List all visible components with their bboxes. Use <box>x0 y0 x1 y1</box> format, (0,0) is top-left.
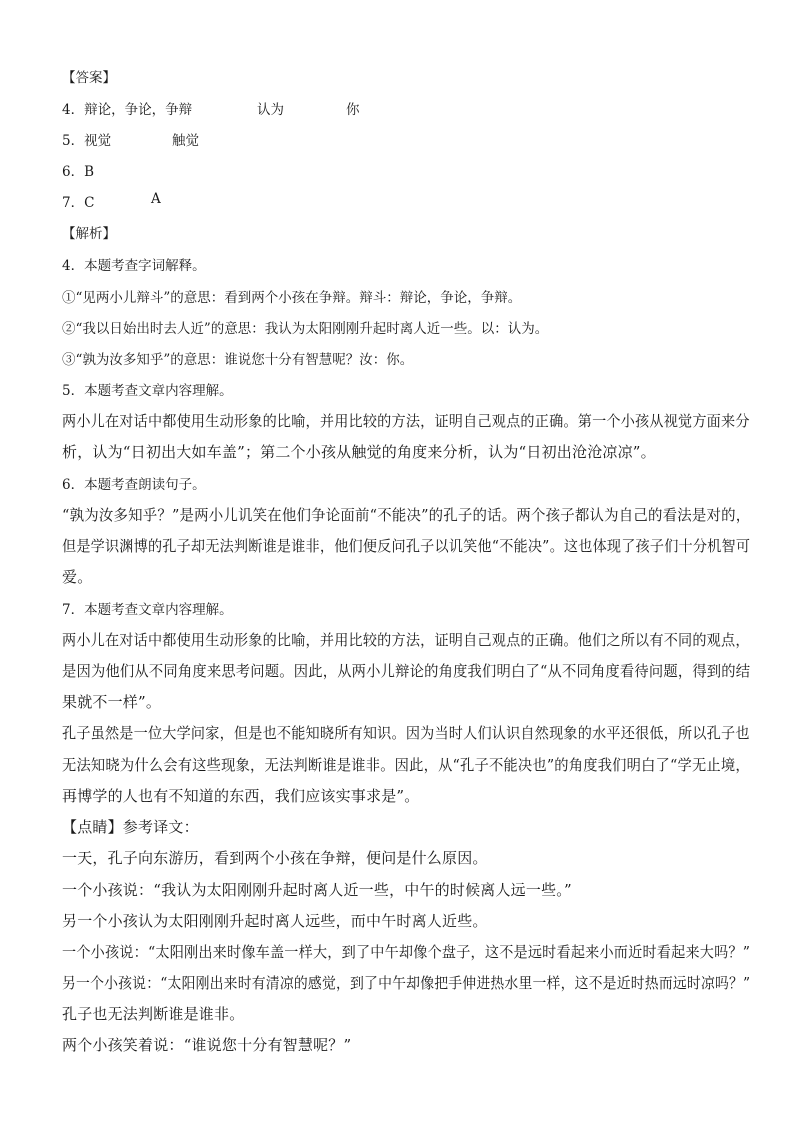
answer-header: 【答案】 <box>62 70 116 86</box>
analysis-q7-para3: 果就不一样”。 <box>62 693 162 711</box>
answer-5b: 触觉 <box>172 133 199 149</box>
tips-header: 【点睛】参考译文： <box>62 818 199 836</box>
analysis-q4-item1: ①“见两小儿辩斗”的意思：看到两个小孩在争辩。辩斗：辩论，争论，争辩。 <box>62 290 522 306</box>
analysis-q4-item2: ②“我以日始出时去人近”的意思：我认为太阳刚刚升起时离人近一些。以：认为。 <box>62 321 549 337</box>
translation-line: 一天，孔子向东游历，看到两个小孩在争辩，便问是什么原因。 <box>62 849 488 867</box>
analysis-q4-title: 4．本题考查字词解释。 <box>62 258 206 274</box>
analysis-q7-para6: 再博学的人也有不知道的东西，我们应该实事求是”。 <box>62 787 420 805</box>
analysis-q6-para1: “孰为汝多知乎？”是两小儿讥笑在他们争论面前“不能决”的孔子的话。两个孩子都认为自己的看法是对的， <box>62 506 751 524</box>
analysis-q6-title: 6．本题考查朗读句子。 <box>62 477 206 493</box>
translation-line: 两个小孩笑着说：“谁说您十分有智慧呢？” <box>62 1036 352 1054</box>
translation-line: 孔子也无法判断谁是谁非。 <box>62 1005 245 1023</box>
translation-line: 一个小孩说：“太阳刚出来时像车盖一样大，到了中午却像个盘子，这不是远时看起来小而近时看起来大吗？” <box>62 943 751 961</box>
analysis-q6-para3: 爱。 <box>62 568 93 586</box>
analysis-q7-para5: 无法知晓为什么会有这些现象，无法判断谁是谁非。因此，从“孔子不能决也”的角度我们明白了“学无止境， <box>62 756 750 774</box>
answer-6: 6．B <box>62 164 95 180</box>
answer-7: 7．C <box>62 195 95 211</box>
analysis-q7-para2: 是因为他们从不同角度来思考问题。因此，从两小儿辩论的角度我们明白了“从不同角度看待问题，得到的结 <box>62 662 751 680</box>
analysis-q7-title: 7．本题考查文章内容理解。 <box>62 602 233 618</box>
analysis-q7-para4: 孔子虽然是一位大学问家，但是也不能知晓所有知识。因为当时人们认识自然现象的水平还很低，所以孔子也 <box>62 724 750 742</box>
translation-line: 一个小孩说：“我认为太阳刚刚升起时离人近一些，中午的时候离人远一些。” <box>62 881 572 899</box>
answer-4c: 你 <box>346 102 360 118</box>
answer-4b: 认为 <box>257 102 284 118</box>
answer-7b: A <box>151 191 161 207</box>
translation-line: 另一个小孩认为太阳刚刚升起时离人远些，而中午时离人近些。 <box>62 912 488 930</box>
analysis-q6-para2: 但是学识渊博的孔子却无法判断谁是谁非，他们便反问孔子以讥笑他“不能决”。这也体现了孩子们十分机智可 <box>62 537 751 555</box>
answer-5: 5．视觉 <box>62 133 112 149</box>
translation-line: 另一个小孩说：“太阳刚出来时有清凉的感觉，到了中午却像把手伸进热水里一样，这不是近时热而远时凉吗？” <box>62 974 751 992</box>
analysis-header: 【解析】 <box>62 226 116 242</box>
answer-4: 4．辩论，争论，争辩 <box>62 102 193 118</box>
analysis-q4-item3: ③“孰为汝多知乎”的意思：谁说您十分有智慧呢？汝：你。 <box>62 352 414 368</box>
analysis-q7-para1: 两小儿在对话中都使用生动形象的比喻，并用比较的方法，证明自己观点的正确。他们之所以有不同的观点， <box>62 631 750 649</box>
analysis-q5-title: 5．本题考查文章内容理解。 <box>62 383 233 399</box>
analysis-q5-para1: 两小儿在对话中都使用生动形象的比喻，并用比较的方法，证明自己观点的正确。第一个小孩从视觉方面来分 <box>62 412 750 430</box>
analysis-q5-para2: 析，认为“日初出大如车盖”；第二个小孩从触觉的角度来分析，认为“日初出沧沧凉凉”。 <box>62 443 656 461</box>
